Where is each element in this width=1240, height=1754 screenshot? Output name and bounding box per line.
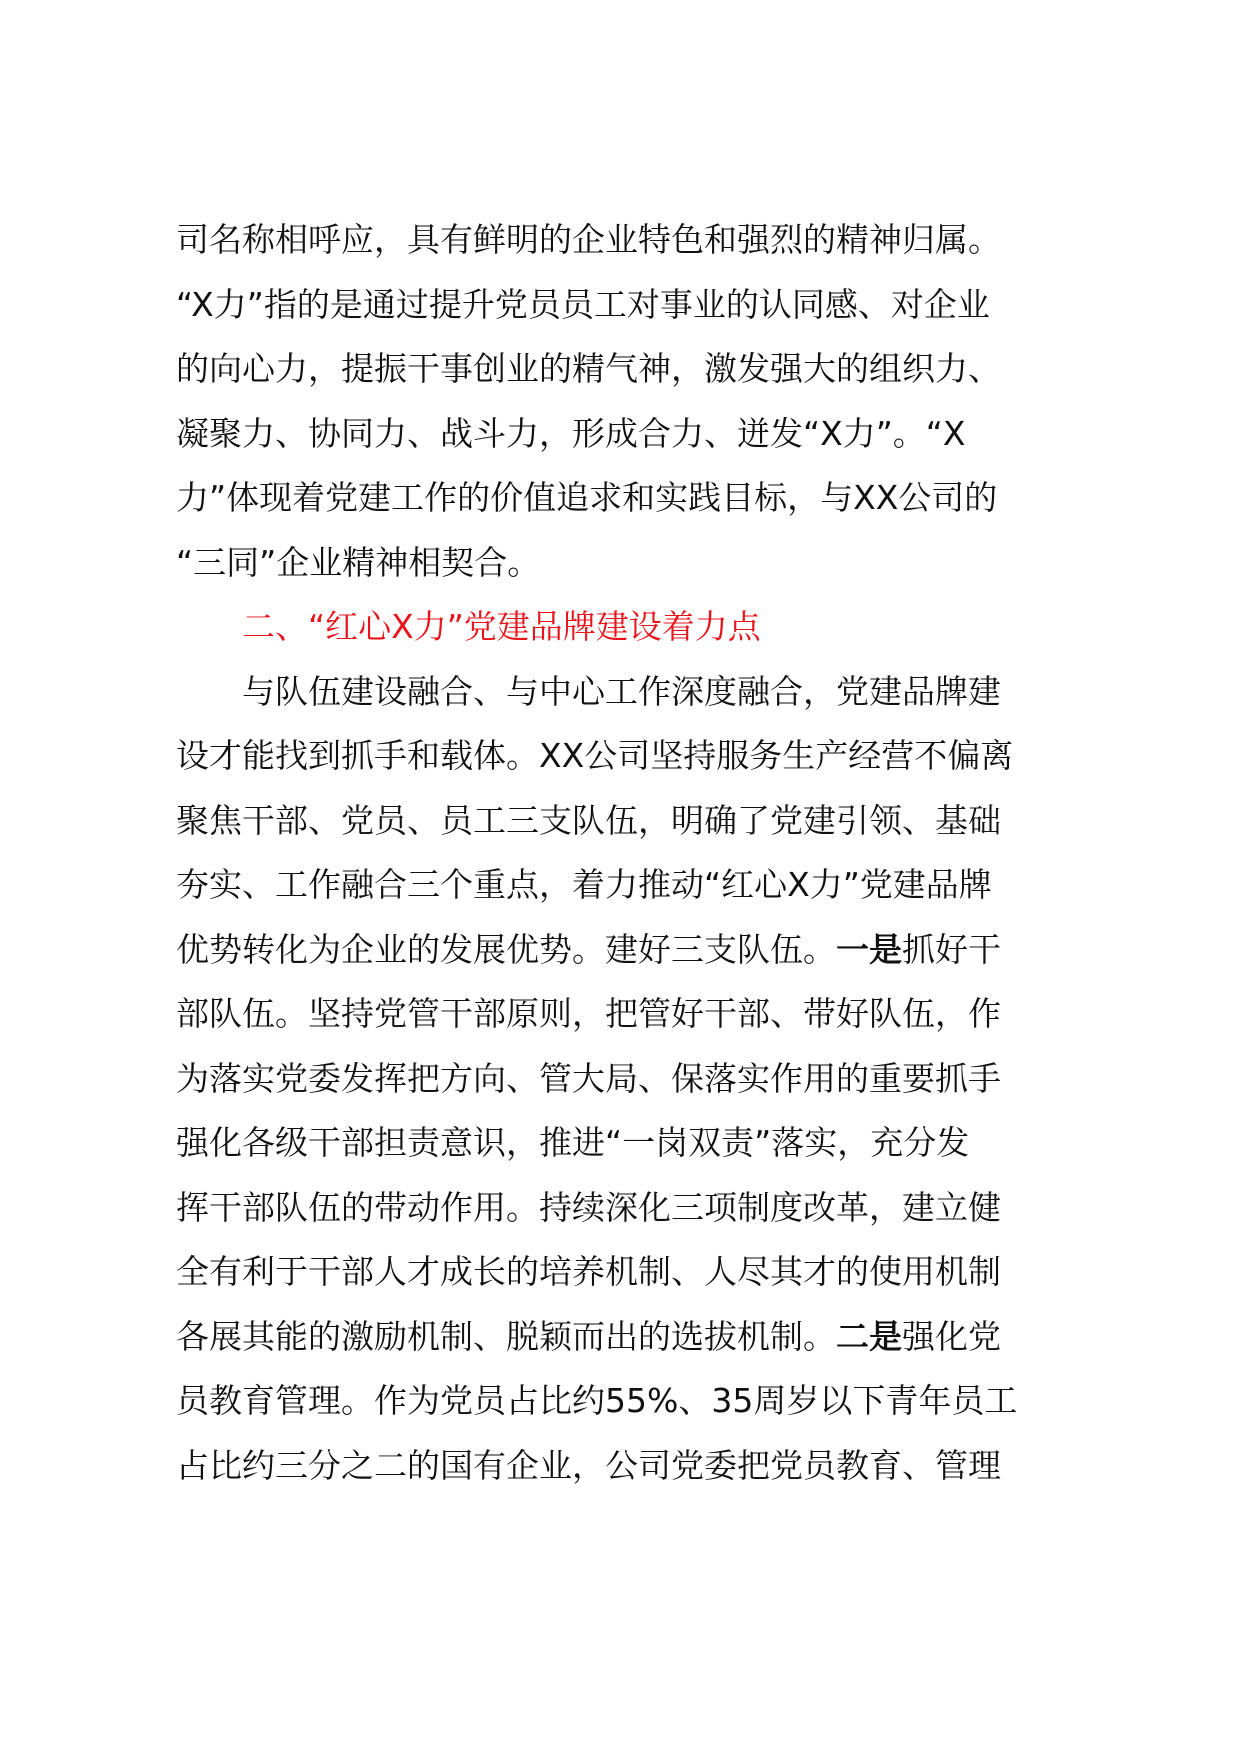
text-segment: 强化党 bbox=[902, 1316, 1001, 1356]
text-line: 设才能找到抓手和载体。XX公司坚持服务生产经营不偏离 bbox=[176, 736, 1014, 775]
text-line: 与队伍建设融合、与中心工作深度融合，党建品牌建 bbox=[242, 671, 1001, 711]
text-line: 员教育管理。作为党员占比约55%、35周岁以下青年员工 bbox=[176, 1381, 1018, 1420]
paragraph-1 bbox=[176, 208, 1111, 595]
emphasis-second: 二是 bbox=[836, 1316, 902, 1356]
text-line: 力”体现着党建工作的价值追求和实践目标，与XX公司的 bbox=[176, 478, 998, 517]
document-body bbox=[176, 208, 1111, 1498]
text-line: “X力”指的是通过提升党员员工对事业的认同感、对企业 bbox=[176, 284, 990, 324]
section-heading: 二、“红心X力”党建品牌建设着力点 bbox=[242, 607, 761, 646]
paragraph-2 bbox=[176, 660, 1111, 1499]
text-segment: 各展其能的激励机制、脱颖而出的选拔机制。 bbox=[176, 1316, 836, 1356]
emphasis-first: 一是 bbox=[836, 929, 902, 969]
text-line: 聚焦干部、党员、员工三支队伍，明确了党建引领、基础 bbox=[176, 800, 1001, 840]
text-line: 部队伍。坚持党管干部原则，把管好干部、带好队伍，作 bbox=[176, 994, 1001, 1033]
text-line: 的向心力，提振干事创业的精气神，激发强大的组织力、 bbox=[176, 349, 1001, 388]
text-segment: 优势转化为企业的发展优势。建好三支队伍。 bbox=[176, 929, 836, 969]
text-segment: 抓好干 bbox=[902, 929, 1001, 969]
text-line-with-emphasis bbox=[176, 918, 1111, 983]
text-line: 夯实、工作融合三个重点，着力推动“红心X力”党建品牌 bbox=[176, 865, 992, 904]
text-line: 凝聚力、协同力、战斗力，形成合力、迸发“X力”。“X bbox=[176, 413, 966, 453]
text-line: 强化各级干部担责意识，推进“一岗双责”落实，充分发 bbox=[176, 1123, 970, 1162]
text-line: 司名称相呼应，具有鲜明的企业特色和强烈的精神归属。 bbox=[176, 220, 1001, 259]
text-line: 挥干部队伍的带动作用。持续深化三项制度改革，建立健 bbox=[176, 1187, 1001, 1227]
text-line: 全有利于干部人才成长的培养机制、人尽其才的使用机制 bbox=[176, 1252, 1001, 1291]
text-line: “三同”企业精神相契合。 bbox=[176, 542, 541, 582]
text-line: 为落实党委发挥把方向、管大局、保落实作用的重要抓手 bbox=[176, 1058, 1001, 1098]
text-line: 占比约三分之二的国有企业，公司党委把党员教育、管理 bbox=[176, 1445, 1001, 1485]
text-line-with-emphasis bbox=[176, 1305, 1111, 1370]
